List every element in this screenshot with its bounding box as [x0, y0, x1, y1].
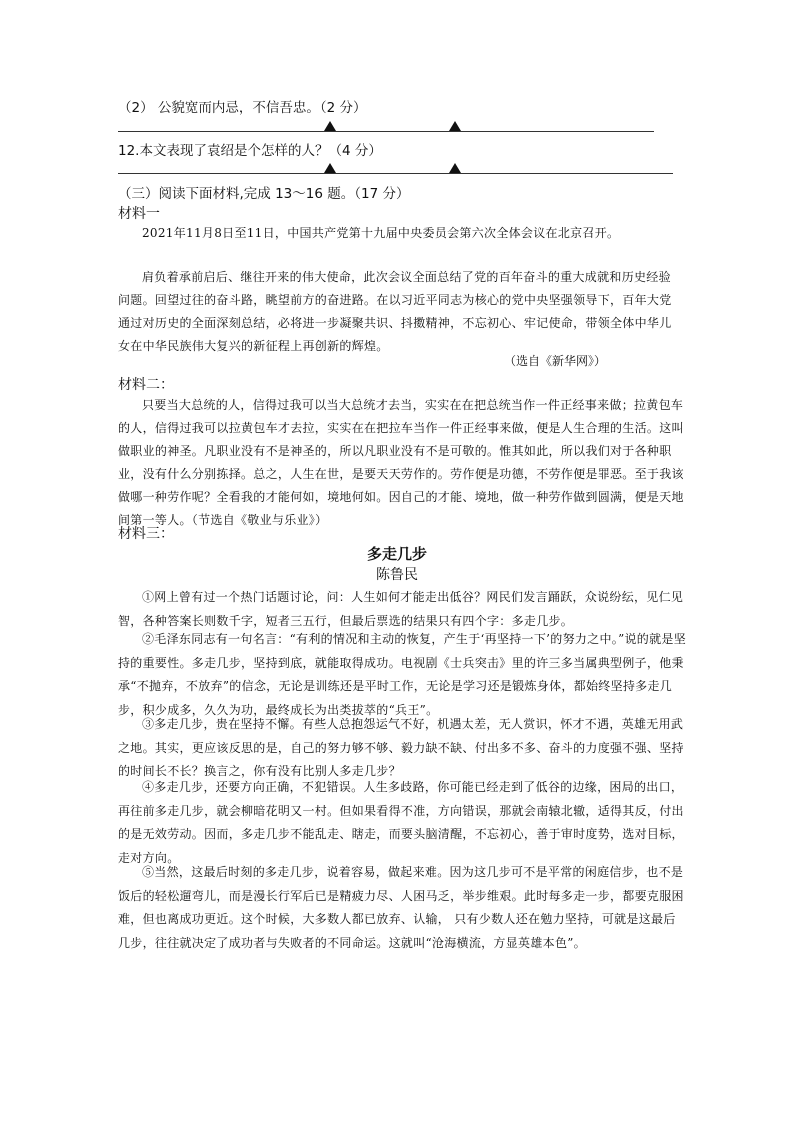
material-1-paragraph-1: 2021年11月8日至11日，中国共产党第十九届中央委员会第六次全体会议在北京召开。	[142, 226, 620, 240]
material-2-paragraph: 只要当大总统的人，信得过我可以当大总统才去当，实实在在把总统当作一件正经事来做；拉黄包车的人，信得过我可以拉黄包车才去拉，实实在在把拉车当作一件正经事来做，便是人生合理的生活。这叫做职业的神圣。凡职业没有不是神圣的，所以凡职业没有不是可敬的。惟其如此，所以我们对于各种职业，没有什么分别拣择。总之，人生在世，是要天天劳作的。劳作便是功德，不劳作便是罪恶。至于我该做哪一种劳作呢？全看我的才能何如，境地何如。因自己的才能、境地，做一种劳作做到圆满，便是天地间第一等人。（节选自《敬业与乐业》）	[118, 398, 684, 527]
material-1-label: 材料一	[118, 206, 160, 222]
essay-paragraph-4: ④多走几步，还要方向正确，不犯错误。人生多歧路，你可能已经走到了低谷的边缘，困局的出口，再往前多走几步，就会柳暗花明又一村。但如果看得不准，方向错误，那就会南辕北辙，适得其反，付出的是无效劳动。因而，多走几步不能乱走、瞎走，而要头脑清醒，不忘初心，善于审时度势，选对目标，走对方向。	[118, 780, 684, 865]
material-1-source: （选自《新华网》）	[504, 354, 607, 368]
material-1-paragraph-2: 肩负着承前启后、继往开来的伟大使命，此次会议全面总结了党的百年奋斗的重大成就和历史经验问题。回望过往的奋斗路，眺望前方的奋进路。在以习近平同志为核心的党中央坚强领导下，百年大党通过对历史的全面深刻总结，必将进一步凝聚共识、抖擞精神，不忘初心、牢记使命，带领全体中华儿女在中华民族伟大复兴的新征程上再创新的辉煌。	[118, 270, 672, 353]
answer-mark-triangle	[449, 163, 461, 173]
answer-line	[118, 173, 673, 174]
essay-title: 多走几步	[366, 545, 427, 563]
essay-paragraph-3: ③多走几步，贵在坚持不懈。有些人总抱怨运气不好，机遇太差，无人赏识，怀才不遇，英雄无用武之地。其实，更应该反思的是，自己的努力够不够、毅力缺不缺、付出多不多、奋斗的力度强不强、坚持的时间长不长？换言之，你有没有比别人多走几步？	[118, 717, 684, 778]
section-3-heading: （三）阅读下面材料,完成 13～16 题。（17 分）	[118, 186, 410, 202]
essay-paragraph-1: ①网上曾有过一个热门话题讨论，问：人生如何才能走出低谷？网民们发言踊跃，众说纷纭，见仁见智，各种答案长则数千字，短者三五行，但最后票选的结果只有四个字：多走几步。	[118, 590, 684, 628]
answer-mark-triangle	[324, 163, 336, 173]
question-2: （2） 公貌宽而内忌，不信吾忠。（2 分）	[118, 100, 367, 116]
answer-line	[118, 131, 654, 132]
essay-author: 陈鲁民	[376, 567, 418, 583]
essay-paragraph-5: ⑤当然，这最后时刻的多走几步，说着容易，做起来难。因为这几步可不是平常的闲庭信步，也不是饭后的轻松遛弯儿，而是漫长行军后已是精疲力尽、人困马乏，举步维艰。此时每多走一步，都要克服困难，但也离成功更近。这个时候，大多数人都已放弃、认输， 只有少数人还在勉力坚持，可就是这最后几步，往往就决定了成功者与失败者的不同命运。这就叫“沧海横流，方显英雄本色”。	[118, 865, 684, 950]
answer-mark-triangle	[449, 121, 461, 131]
material-2-label: 材料二：	[118, 377, 174, 393]
essay-paragraph-2: ②毛泽东同志有一句名言：“有利的情况和主动的恢复，产生于‘再坚持一下’的努力之中。”说的就是坚持的重要性。多走几步，坚持到底，就能取得成功。电视剧《士兵突击》里的许三多当属典型例子，他秉承“不抛弃，不放弃”的信念，无论是训练还是平时工作，无论是学习还是锻炼身体，都始终坚持多走几步，积少成多，久久为功，最终成长为出类拔萃的“兵王”。	[118, 632, 687, 717]
answer-mark-triangle	[324, 121, 336, 131]
material-3-label: 材料三：	[118, 526, 174, 542]
question-12: 12.本文表现了袁绍是个怎样的人？（4 分）	[118, 143, 382, 159]
